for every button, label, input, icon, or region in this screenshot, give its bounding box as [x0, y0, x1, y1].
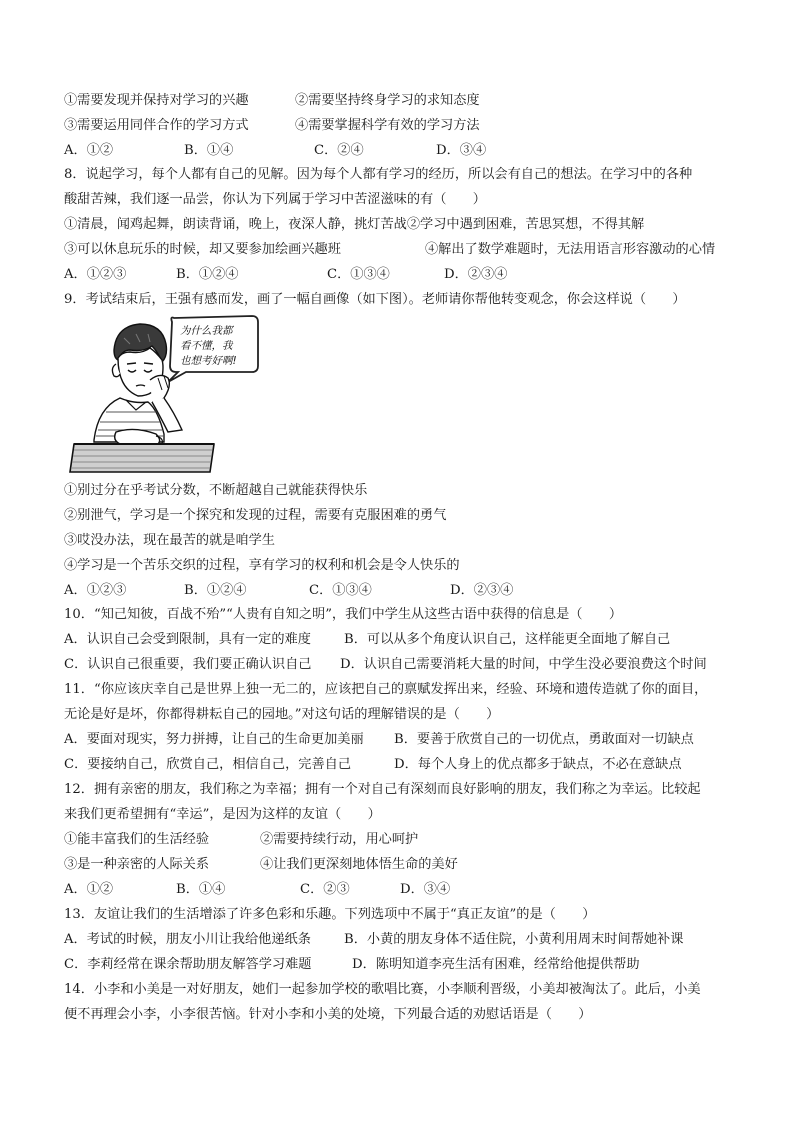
q9-option-4: ④学习是一个苦乐交织的过程，享有学习的权利和机会是令人快乐的 — [64, 558, 460, 573]
q11-answer-d[interactable]: D．每个人身上的优点都多于缺点，不必在意缺点 — [394, 757, 682, 772]
q12-answer-a[interactable]: A．①② — [64, 882, 114, 897]
q10-answer-d[interactable]: D．认识自己需要消耗大量的时间，中学生没必要浪费这个时间 — [340, 657, 707, 672]
q8-answer-a[interactable]: A．①②③ — [64, 267, 127, 282]
speech-bubble-line-2: 看不懂，我 — [180, 340, 233, 352]
q10-answer-c[interactable]: C．认识自己很重要，我们要正确认识自己 — [64, 657, 312, 672]
q11-answer-b[interactable]: B．要善于欣赏自己的一切优点，勇敢面对一切缺点 — [394, 732, 694, 747]
q14-stem-line-1: 14．小李和小美是一对好朋友，她们一起参加学校的歌唱比赛，小李顺利晋级，小美却被淘汰了。此后，小美 — [64, 982, 701, 997]
speech-bubble-line-3: 也想考好啊! — [180, 355, 237, 367]
q12-stem-line-1: 12．拥有亲密的朋友，我们称之为幸福；拥有一个对自己有深刻而良好影响的朋友，我们称之为幸运。比较起 — [64, 782, 701, 797]
q9-option-2: ②别泄气，学习是一个探究和发现的过程，需要有克服困难的勇气 — [64, 508, 447, 523]
q9-answer-d[interactable]: D．②③④ — [450, 583, 514, 598]
q7-option-4: ④需要掌握科学有效的学习方法 — [295, 118, 480, 133]
q9-option-1: ①别过分在乎考试分数，不断超越自己就能获得快乐 — [64, 483, 368, 498]
q7-answer-d[interactable]: D．③④ — [436, 143, 487, 158]
q8-answer-b[interactable]: B．①②④ — [176, 267, 239, 282]
q11-stem-line-1: 11．“你应该庆幸自己是世界上独一无二的，应该把自己的禀赋发挥出来，经验、环境和遗传造就了你的面目， — [64, 682, 708, 697]
q10-answer-a[interactable]: A．认识自己会受到限制，具有一定的难度 — [64, 632, 311, 647]
q13-answer-c[interactable]: C．李莉经常在课余帮助朋友解答学习难题 — [64, 957, 312, 972]
q12-option-3: ③是一种亲密的人际关系 — [64, 857, 210, 872]
q13-answer-a[interactable]: A．考试的时候，朋友小川让我给他递纸条 — [64, 932, 311, 947]
q9-answer-b[interactable]: B．①②④ — [184, 583, 247, 598]
q10-stem: 10．“知己知彼，百战不殆”“人贵有自知之明”，我们中学生从这些古语中获得的信息是（ ） — [64, 607, 623, 622]
q8-stem-line-1: 8．说起学习，每个人都有自己的见解。因为每个人都有学习的经历，所以会有自己的想法。在学习中的各种 — [64, 167, 693, 182]
q8-option-1-2: ①清晨，闻鸡起舞，朗读背诵，晚上，夜深人静，挑灯苦战②学习中遇到困难，苦思冥想，不得其解 — [64, 217, 645, 232]
q12-stem-line-2: 来我们更希望拥有“幸运”，是因为这样的友谊（ ） — [64, 807, 381, 822]
q7-answer-c[interactable]: C．②④ — [314, 143, 364, 158]
q12-option-2: ②需要持续行动，用心呵护 — [260, 832, 419, 847]
q8-answer-c[interactable]: C．①③④ — [327, 267, 390, 282]
q8-answer-d[interactable]: D．②③④ — [444, 267, 508, 282]
q9-answer-a[interactable]: A．①②③ — [64, 583, 127, 598]
q9-stem: 9．考试结束后，王强有感而发，画了一幅自画像（如下图）。老师请你帮他转变观念，你会这样说（ ） — [64, 292, 686, 307]
q12-option-4: ④让我们更深刻地体悟生命的美好 — [260, 857, 458, 872]
speech-bubble-line-1: 为什么我都 — [180, 325, 233, 337]
q11-stem-line-2: 无论是好是坏，你都得耕耘自己的园地。”对这句话的理解错误的是（ ） — [64, 707, 500, 722]
q7-option-3: ③需要运用同伴合作的学习方式 — [64, 118, 249, 133]
q8-option-3: ③可以休息玩乐的时候，却又要参加绘画兴趣班 — [64, 242, 341, 257]
student-self-portrait-image — [64, 312, 269, 477]
q7-option-1: ①需要发现并保持对学习的兴趣 — [64, 93, 249, 108]
q8-option-4: ④解出了数学难题时，无法用语言形容激动的心情 — [425, 242, 716, 257]
q12-answer-d[interactable]: D．③④ — [400, 882, 451, 897]
q10-answer-b[interactable]: B．可以从多个角度认识自己，这样能更全面地了解自己 — [344, 632, 671, 647]
q8-stem-line-2: 酸甜苦辣，我们逐一品尝，你认为下列属于学习中苦涩滋味的有（ ） — [64, 192, 486, 207]
q13-answer-d[interactable]: D．陈明知道李亮生活有困难，经常给他提供帮助 — [352, 957, 640, 972]
q9-answer-c[interactable]: C．①③④ — [309, 583, 372, 598]
q12-answer-b[interactable]: B．①④ — [176, 882, 226, 897]
q7-answer-b[interactable]: B．①④ — [184, 143, 234, 158]
q11-answer-c[interactable]: C．要接纳自己，欣赏自己，相信自己，完善自己 — [64, 757, 352, 772]
q13-stem: 13．友谊让我们的生活增添了许多色彩和乐趣。下列选项中不属于“真正友谊”的是（ ） — [64, 907, 596, 922]
q14-stem-line-2: 便不再理会小李，小李很苦恼。针对小李和小美的处境，下列最合适的劝慰话语是（ ） — [64, 1007, 592, 1022]
q9-option-3: ③哎没办法，现在最苦的就是咱学生 — [64, 533, 275, 548]
q9-cartoon-illustration — [64, 312, 269, 477]
q7-answer-a[interactable]: A．①② — [64, 143, 114, 158]
q13-answer-b[interactable]: B．小黄的朋友身体不适住院，小黄利用周末时间帮她补课 — [344, 932, 684, 947]
q12-answer-c[interactable]: C．②③ — [300, 882, 350, 897]
q11-answer-a[interactable]: A．要面对现实，努力拼搏，让自己的生命更加美丽 — [64, 732, 364, 747]
q12-option-1: ①能丰富我们的生活经验 — [64, 832, 210, 847]
q7-option-2: ②需要坚持终身学习的求知态度 — [295, 93, 480, 108]
